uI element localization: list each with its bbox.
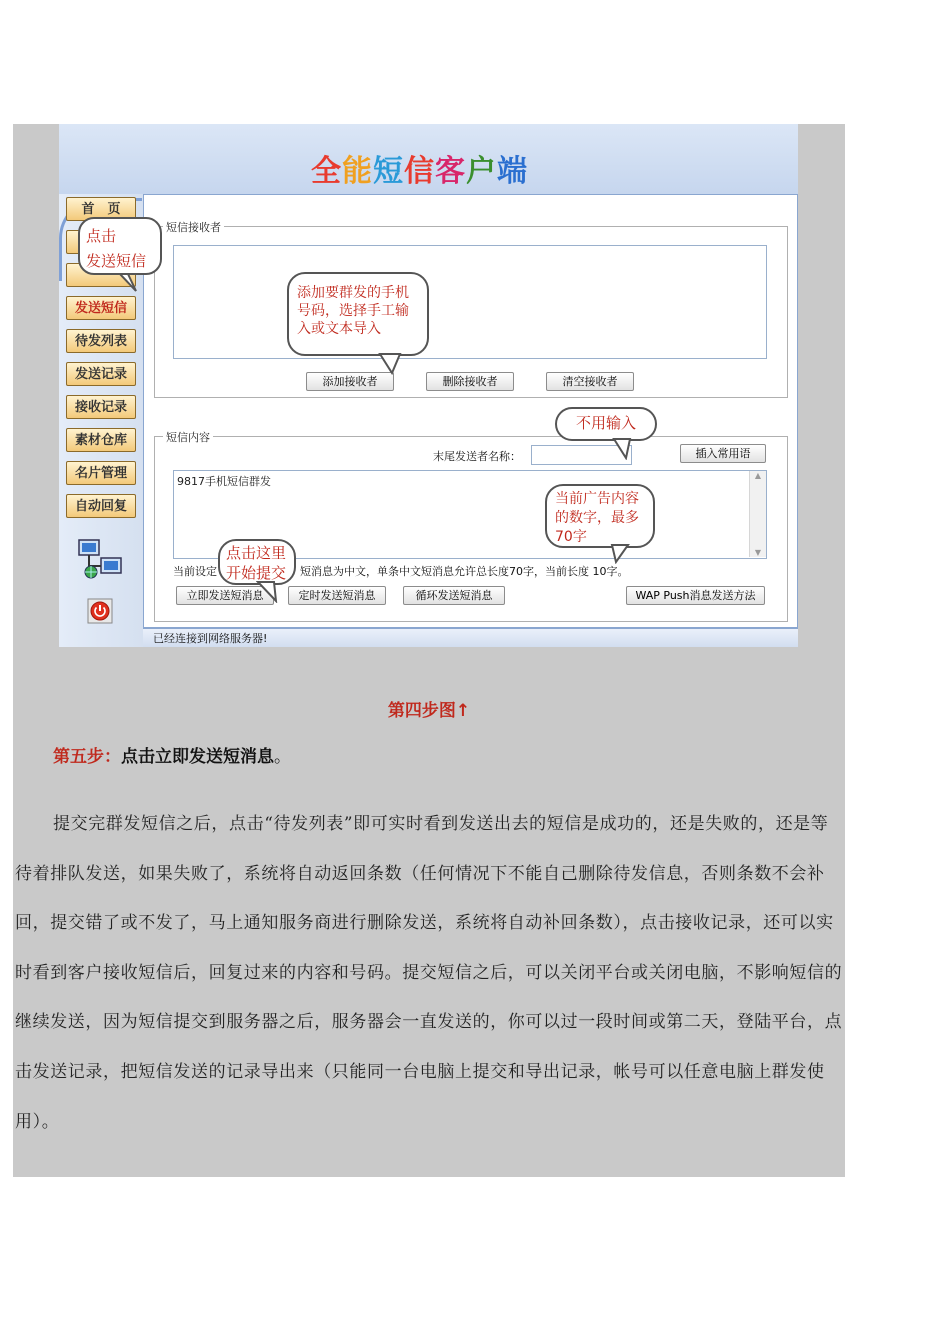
bubble-submit-line1: 点击这里 xyxy=(226,544,287,562)
nav-material-store[interactable]: 素材仓库 xyxy=(66,428,136,452)
timed-send-button[interactable]: 定时发送短消息 xyxy=(288,586,386,605)
nav-card-management[interactable]: 名片管理 xyxy=(66,461,136,485)
content-group-label: 短信内容 xyxy=(163,429,213,445)
scroll-down-icon[interactable]: ▼ xyxy=(754,548,762,557)
body-paragraph: 提交完群发短信之后，点击“待发列表”即可实时看到发送出去的短信是成功的，还是失败的，还是等待着排队发送，如果失败了，系统将自动返回条数（任何情况下不能自己删除待发信息，否则条数不会补回，提交错了或不发了，马上通知服务商进行删除发送，系统将自动补回条数），点击接收记录，还可以实时看到客户接收短信后，回复过来的内容和号码。提交短信之后，可以关闭平台或关闭电脑，不影响短信的继续发送，因为短信提交到服务器之后，服务器会一直发送的，你可以过一段时间或第二天，登陆平台，点击发送记录，把短信发送的记录导出来（只能同一台电脑上提交和导出记录，帐号可以任意电脑上群发使用）。 xyxy=(15,814,843,1132)
loop-send-button[interactable]: 循环发送短消息 xyxy=(403,586,505,605)
caption-text: 第四步图 xyxy=(387,701,456,721)
message-text: 9817手机短信群发 xyxy=(177,475,271,488)
sms-client-window xyxy=(59,124,798,647)
app-title xyxy=(311,146,528,190)
title-char: 信 xyxy=(404,154,435,189)
insert-phrase-button[interactable]: 插入常用语 xyxy=(680,444,766,463)
bubble-submit xyxy=(218,539,296,585)
bubble-tail-icon xyxy=(256,581,282,603)
step-label: 第五步： xyxy=(53,747,121,767)
textarea-scrollbar[interactable] xyxy=(749,471,766,557)
bubble-tail-icon xyxy=(612,438,638,460)
recipients-list[interactable] xyxy=(173,245,767,359)
info-prefix: 当前设定 xyxy=(173,565,217,578)
scroll-up-icon[interactable]: ▲ xyxy=(754,471,762,480)
bubble-click-send-line1: 点击 xyxy=(86,227,117,245)
bubble-tail-icon xyxy=(610,544,636,564)
bubble-no-input: 不用输入 xyxy=(555,407,657,441)
nav-home[interactable]: 首 页 xyxy=(66,197,136,221)
bubble-ad-count: 当前广告内容的数字，最多70字 xyxy=(545,484,655,548)
send-now-button[interactable]: 立即发送短消息 xyxy=(176,586,274,605)
app-header xyxy=(59,124,798,194)
nav-pending-list[interactable]: 待发列表 xyxy=(66,329,136,353)
bubble-tail-icon xyxy=(118,273,148,293)
length-info: 短消息为中文，单条中文短消息允许总长度70字，当前长度 10字。 xyxy=(300,565,629,578)
bubble-click-send-line2: 发送短信 xyxy=(86,252,147,270)
nav-auto-reply[interactable]: 自动回复 xyxy=(66,494,136,518)
nav-receive-records[interactable]: 接收记录 xyxy=(66,395,136,419)
step-end: 。 xyxy=(274,747,291,767)
bubble-submit-line2: 开始提交 xyxy=(226,564,287,582)
title-char: 客 xyxy=(435,154,466,189)
nav-send-records[interactable]: 发送记录 xyxy=(66,362,136,386)
sender-name-label: 末尾发送者名称： xyxy=(433,450,521,463)
add-recipient-button[interactable]: 添加接收者 xyxy=(306,372,394,391)
title-char: 能 xyxy=(342,154,373,189)
title-char: 全 xyxy=(311,154,342,189)
delete-recipient-button[interactable]: 删除接收者 xyxy=(426,372,514,391)
title-char: 端 xyxy=(497,154,528,189)
bubble-click-send xyxy=(78,217,162,275)
figure-caption xyxy=(0,696,858,721)
network-icon xyxy=(77,536,125,580)
bubble-tail-icon xyxy=(378,353,408,375)
bubble-add-recipients: 添加要群发的手机号码，选择手工输入或文本导入 xyxy=(287,272,429,356)
nav-send-sms[interactable]: 发送短信 xyxy=(66,296,136,320)
step-heading xyxy=(53,742,291,767)
wap-push-button[interactable]: WAP Push消息发送方法 xyxy=(626,586,765,605)
title-char: 户 xyxy=(466,154,497,189)
recipients-group-label: 短信接收者 xyxy=(163,219,224,235)
clear-recipients-button[interactable]: 清空接收者 xyxy=(546,372,634,391)
status-bar: 已经连接到网络服务器! xyxy=(143,628,798,647)
exit-icon[interactable] xyxy=(87,598,113,624)
arrow-up-icon: ↑ xyxy=(455,701,471,721)
step-text: 点击立即发送短消息 xyxy=(121,747,274,767)
title-char: 短 xyxy=(373,154,404,189)
